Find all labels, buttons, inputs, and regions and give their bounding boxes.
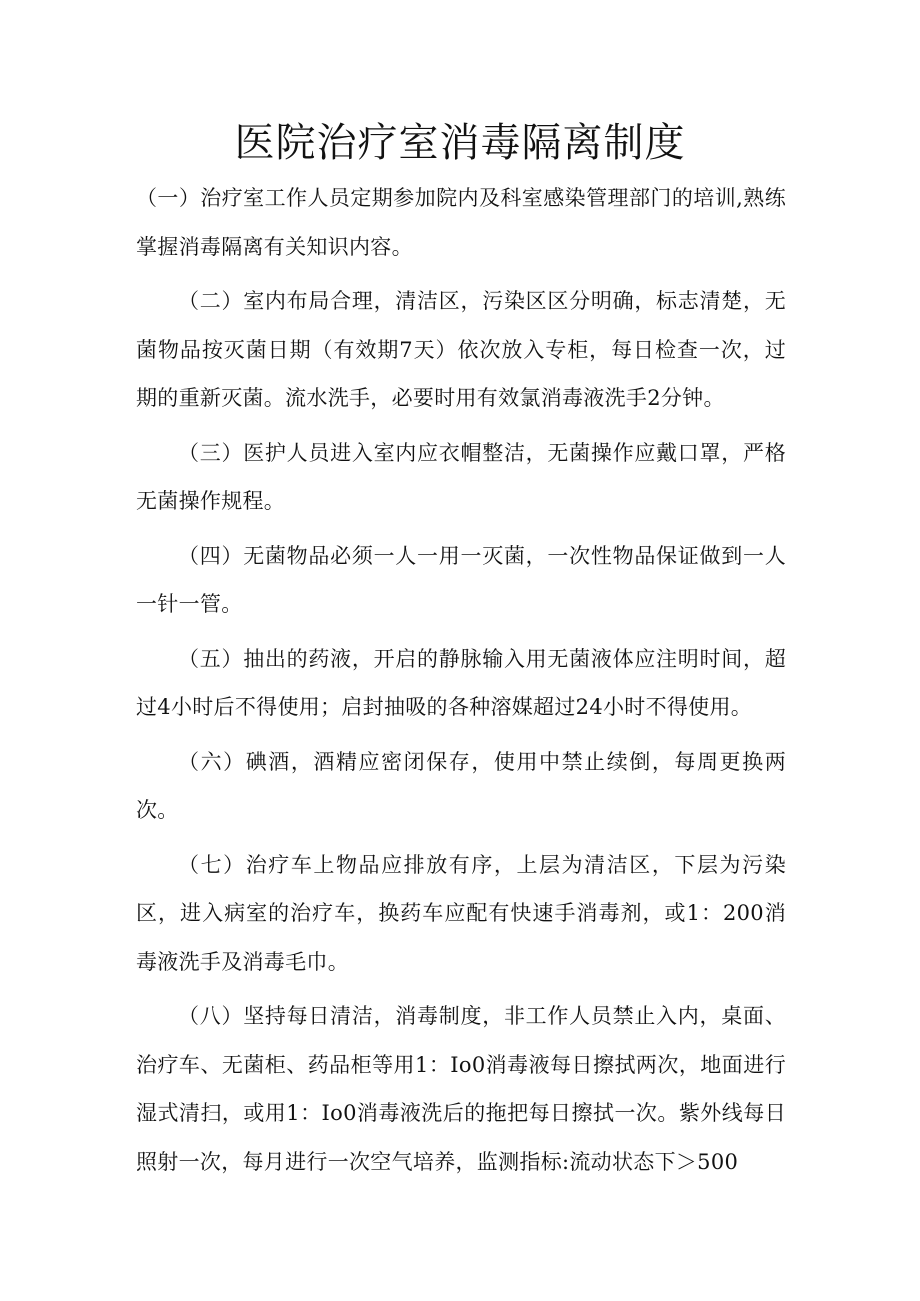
paragraph-1: （一）治疗室工作人员定期参加院内及科室感染管理部门的培训,熟练掌握消毒隔离有关知识内容。 — [136, 186, 786, 259]
paragraph-8: （八）坚持每日清洁，消毒制度，非工作人员禁止入内，桌面、治疗车、无菌柜、药品柜等用1：Io0消毒液每日擦拭两次，地面进行湿式清扫，或用1：Io0消毒液洗后的拖把每日擦拭一次。紫外线每日照射一次，每月进行一次空气培养，监测指标:流动状态下＞500 — [136, 1004, 786, 1174]
paragraph-5: （五）抽出的药液，开启的静脉输入用无菌液体应注明时间，超过4小时后不得使用；启封抽吸的各种溶媒超过24小时不得使用。 — [136, 646, 786, 719]
document-body — [136, 174, 786, 1192]
paragraph-2: （二）室内布局合理，清洁区，污染区区分明确，标志清楚，无菌物品按灭菌日期（有效期7天）依次放入专柜，每日检查一次，过期的重新灭菌。流水洗手，必要时用有效氯消毒液洗手2分钟。 — [136, 289, 786, 410]
paragraph-4: （四）无菌物品必须一人一用一灭菌，一次性物品保证做到一人一针一管。 — [136, 543, 786, 616]
paragraph-3: （三）医护人员进入室内应衣帽整洁，无菌操作应戴口罩，严格无菌操作规程。 — [136, 440, 786, 513]
document-title: 医院治疗室消毒隔离制度 — [234, 120, 686, 166]
paragraph-7: （七）治疗车上物品应排放有序，上层为清洁区，下层为污染区，进入病室的治疗车，换药车应配有快速手消毒剂，或1：200消毒液洗手及消毒毛巾。 — [136, 852, 786, 974]
paragraph-6: （六）碘酒，酒精应密闭保存，使用中禁止续倒，每周更换两次。 — [136, 749, 786, 822]
